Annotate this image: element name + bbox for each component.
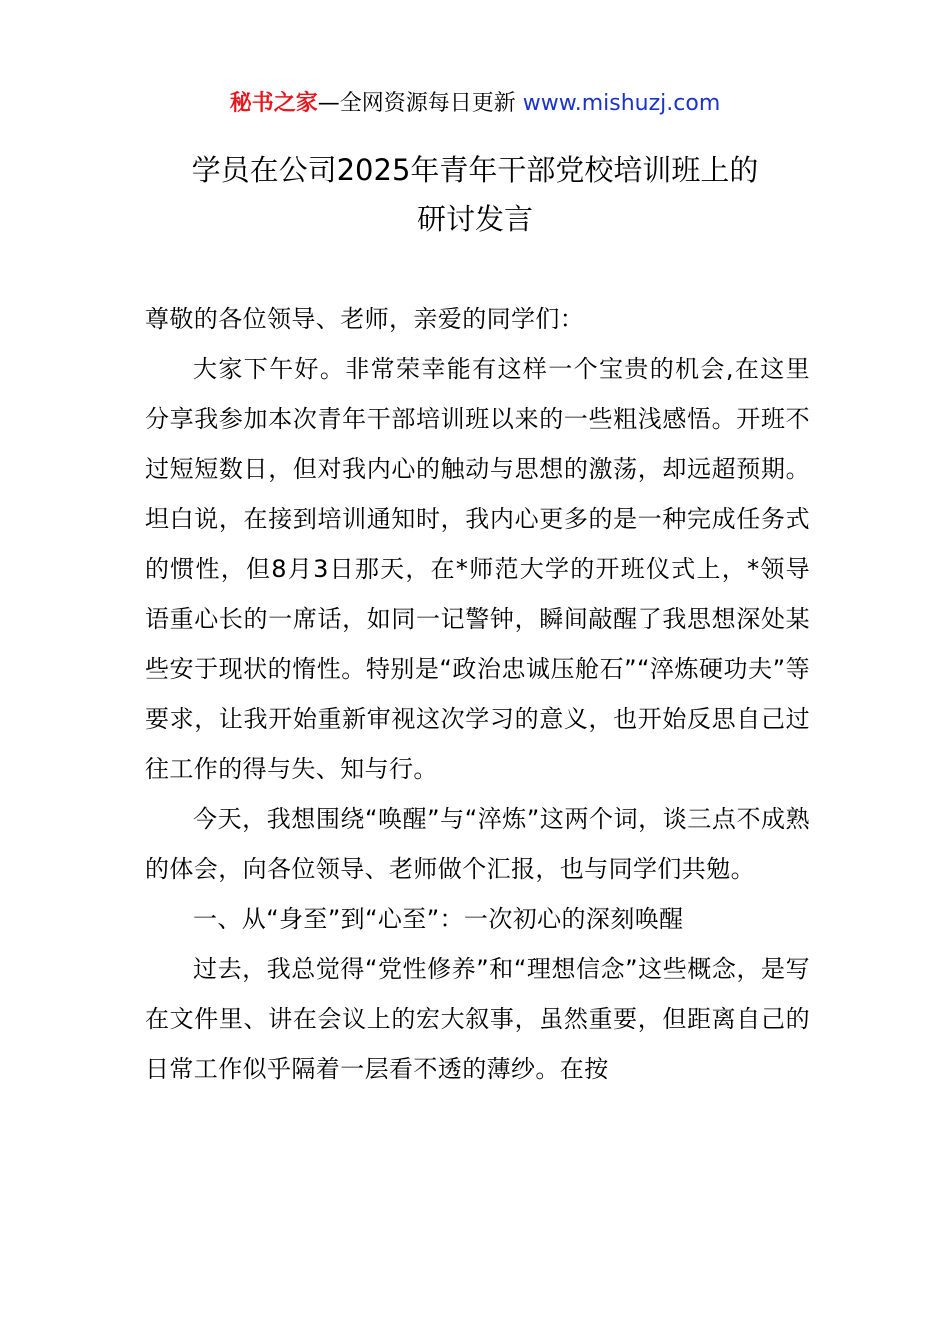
paragraph: 过去，我总觉得“党性修养”和“理想信念”这些概念，是写在文件里、讲在会议上的宏大叙事，虽然重要，但距离自己的日常工作似乎隔着一层看不透的薄纱。在按 [145,955,810,1083]
site-brand: 秘书之家 [229,91,318,116]
site-url-link[interactable]: www.mishuzj.com [522,91,721,116]
salutation: 尊敬的各位领导、老师，亲爱的同学们： [145,305,585,333]
document-body [145,294,810,1094]
title-line-2: 研讨发言 [416,202,533,236]
document-title [0,146,950,244]
paragraph: 大家下午好。非常荣幸能有这样一个宝贵的机会,在这里分享我参加本次青年干部培训班以来的一些粗浅感悟。开班不过短短数日，但对我内心的触动与思想的激荡，却远超预期。坦白说，在接到培训通知时，我内心更多的是一种完成任务式的惯性，但8月3日那天，在*师范大学的开班仪式上，*领导语重心长的一席话，如同一记警钟，瞬间敲醒了我思想深处某些安于现状的惰性。特别是“政治忠诚压舱石”“淬炼硬功夫”等要求，让我开始重新审视这次学习的意义，也开始反思自己过往工作的得与失、知与行。 [145,355,810,783]
title-line-1: 学员在公司2025年青年干部党校培训班上的 [191,153,759,187]
site-tagline: —全网资源每日更新 [317,91,523,116]
paragraph: 今天，我想围绕“唤醒”与“淬炼”这两个词，谈三点不成熟的体会，向各位领导、老师做个汇报，也与同学们共勉。 [145,805,810,883]
section-heading: 一、从“身至”到“心至”：一次初心的深刻唤醒 [193,905,684,933]
site-header [0,88,950,120]
